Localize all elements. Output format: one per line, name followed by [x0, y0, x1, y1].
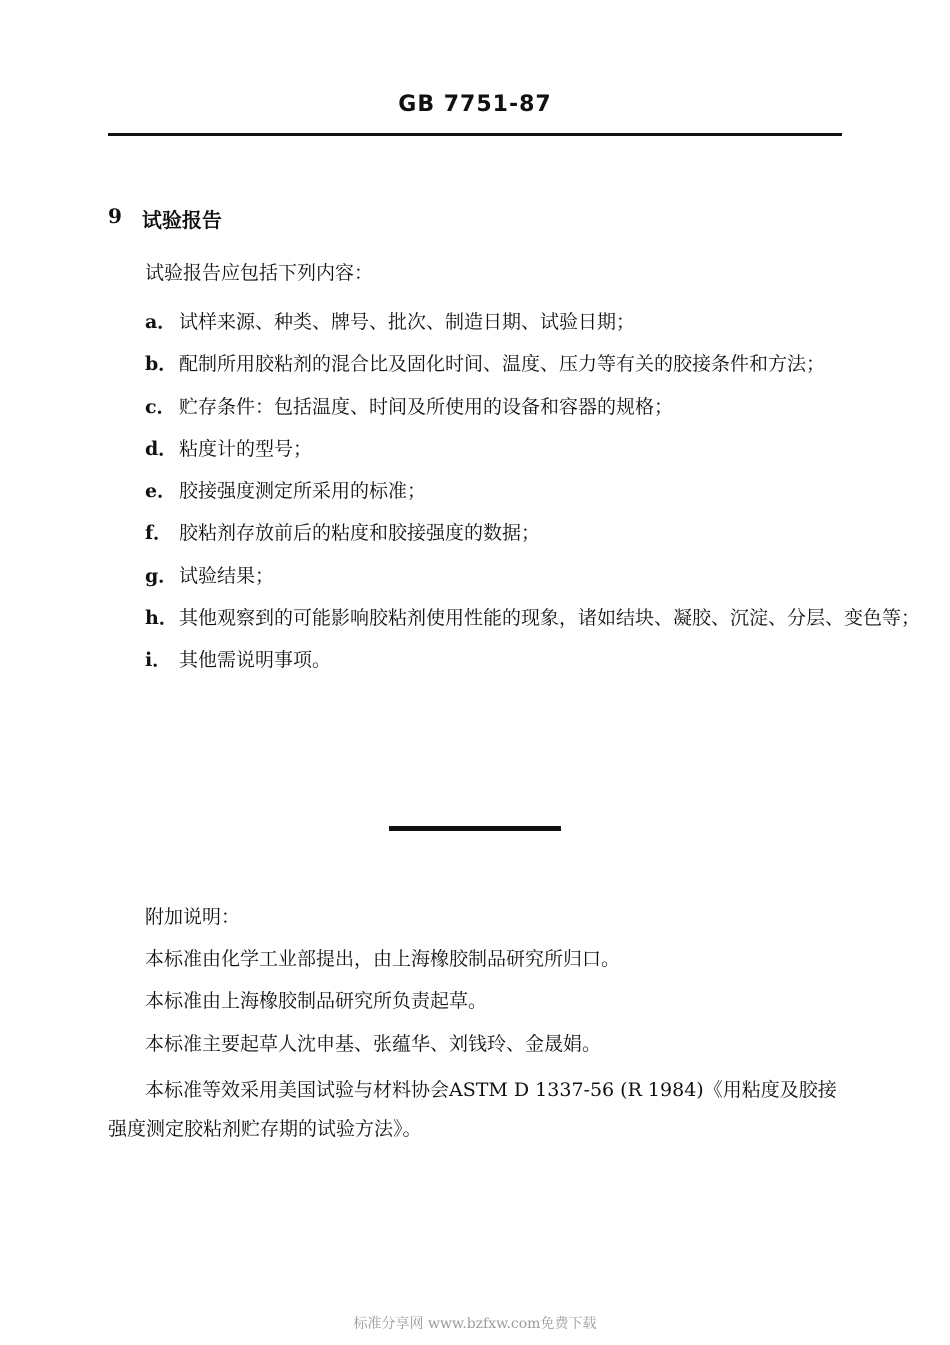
item-text: 胶接强度测定所采用的标准； [179, 480, 427, 503]
section-title: 试验报告 [141, 208, 222, 232]
report-items-list [145, 301, 920, 682]
footer-watermark: 标准分享网 www.bzfxw.com免费下载 [353, 1316, 597, 1332]
item-text: 试验结果； [179, 564, 275, 587]
section-heading [108, 204, 222, 233]
section-number: 9 [108, 204, 122, 228]
item-letter: g． [145, 564, 178, 587]
item-letter: b． [145, 353, 178, 376]
item-text: 贮存条件：包括温度、时间及所使用的设备和容器的规格； [179, 395, 674, 418]
header-rule [108, 133, 842, 136]
list-item [145, 386, 920, 428]
list-item [145, 597, 920, 639]
item-text: 其他观察到的可能影响胶粘剂使用性能的现象，诸如结块、凝胶、沉淀、分层、变色等； [179, 607, 921, 630]
item-text: 胶粘剂存放前后的粘度和胶接强度的数据； [179, 522, 541, 545]
item-text: 粘度计的型号； [179, 437, 313, 460]
list-item [145, 639, 920, 681]
item-text: 试样来源、种类、牌号、批次、制造日期、试验日期； [179, 311, 636, 333]
list-item [145, 555, 920, 597]
notes-line-proposer: 本标准由化学工业部提出，由上海橡胶制品研究所归口。 [145, 948, 621, 970]
list-item [145, 512, 920, 554]
notes-line-authors: 本标准主要起草人沈申基、张蕴华、刘钱玲、金晟娟。 [145, 1033, 602, 1055]
notes-line-drafter: 本标准由上海橡胶制品研究所负责起草。 [145, 990, 488, 1012]
item-letter: a． [145, 311, 177, 333]
standard-number: GB 7751-87 [398, 92, 552, 117]
list-item [145, 470, 920, 512]
item-letter: i． [145, 649, 172, 672]
list-item [145, 343, 920, 385]
list-item [145, 301, 920, 343]
list-item [145, 428, 920, 470]
item-text: 配制所用胶粘剂的混合比及固化时间、温度、压力等有关的胶接条件和方法； [179, 353, 826, 376]
item-letter: h． [145, 607, 178, 630]
notes-line-equivalence: 本标准等效采用美国试验与材料协会ASTM D 1337-56 (R 1984)《用粘度及胶接强度测定胶粘剂贮存期的试验方法》。 [108, 1079, 837, 1140]
notes-heading: 附加说明： [145, 906, 241, 928]
item-text: 其他需说明事项。 [179, 649, 332, 672]
item-letter: c． [145, 395, 176, 418]
end-separator [389, 826, 561, 831]
item-letter: e． [145, 480, 177, 503]
item-letter: d． [145, 437, 178, 460]
item-letter: f． [145, 522, 173, 545]
section-intro: 试验报告应包括下列内容： [145, 262, 374, 284]
